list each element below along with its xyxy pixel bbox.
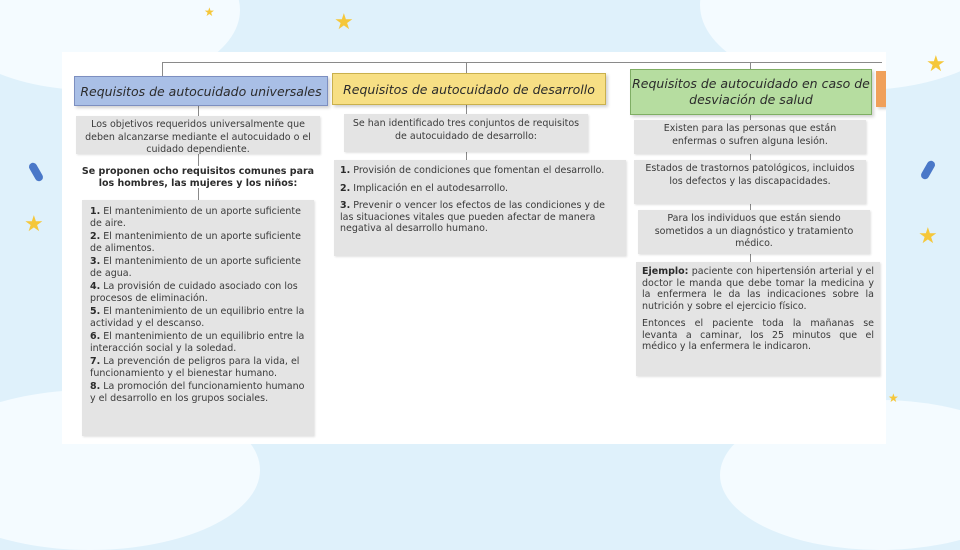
example-followup: Entonces el paciente toda la mañanas se levanta a caminar, los 25 minutos que el médico y la enfermera le indicaron. bbox=[642, 318, 874, 352]
list-item: 2. Implicación en el autodesarrollo. bbox=[340, 182, 508, 194]
development-intro-box: Se han identificado tres conjuntos de requisitos de autocuidado de desarrollo: bbox=[344, 114, 588, 152]
universal-intro-box: Los objetivos requeridos universalmente que deben alcanzarse mediante el autocuidado o el cuidado dependiente. bbox=[76, 116, 320, 154]
list-item: 5. El mantenimiento de un equilibrio entre la actividad y el descanso. bbox=[90, 306, 305, 329]
development-requirements-list bbox=[334, 160, 626, 256]
health-deviation-requirements-header: Requisitos de autocuidado en caso de desviación de salud bbox=[630, 69, 872, 115]
connector-line bbox=[466, 152, 467, 160]
list-item: 1. El mantenimiento de un aporte suficiente de aire. bbox=[90, 206, 301, 229]
list-item: 3. Prevenir o vencer los efectos de las condiciones y de las situaciones vitales que pueden afectar de manera negativa al desarrollo humano. bbox=[340, 200, 605, 234]
health-deviation-box-illness: Existen para las personas que están enfermas o sufren alguna lesión. bbox=[634, 120, 866, 154]
example-text: Ejemplo: paciente con hipertensión arterial y el doctor le manda que debe tomar la medicina y la enfermera le da las indicaciones sobre la nutrición y sobre el ejercicio físico. bbox=[642, 266, 874, 312]
universal-requirements-list bbox=[82, 200, 314, 436]
list-item: 2. El mantenimiento de un aporte suficiente de alimentos. bbox=[90, 231, 301, 254]
list-item: 8. La promoción del funcionamiento humano y el desarrollo en los grupos sociales. bbox=[90, 381, 305, 404]
universal-subheading: Se proponen ocho requisitos comunes para los hombres, las mujeres y los niños: bbox=[81, 166, 315, 189]
star-icon: ★ bbox=[918, 224, 938, 249]
star-icon: ★ bbox=[888, 391, 899, 405]
concept-map-slide bbox=[62, 52, 886, 444]
connector-line bbox=[162, 62, 882, 63]
star-icon: ★ bbox=[24, 212, 44, 237]
development-requirements-header: Requisitos de autocuidado de desarrollo bbox=[332, 73, 606, 105]
next-column-header-partial bbox=[876, 71, 886, 107]
list-item: 1. Provisión de condiciones que fomentan el desarrollo. bbox=[340, 165, 605, 176]
star-icon: ★ bbox=[334, 10, 354, 35]
connector-line bbox=[750, 254, 751, 262]
list-item: 6. El mantenimiento de un equilibrio entre la interacción social y la soledad. bbox=[90, 331, 305, 354]
confetti-icon bbox=[920, 159, 937, 180]
connector-line bbox=[162, 62, 163, 76]
list-item: 7. La prevención de peligros para la vida, el funcionamiento y el bienestar humano. bbox=[90, 356, 300, 379]
confetti-icon bbox=[28, 161, 45, 182]
health-deviation-example-box bbox=[636, 262, 880, 376]
star-icon: ★ bbox=[204, 5, 215, 19]
universal-requirements-header: Requisitos de autocuidado universales bbox=[74, 76, 328, 106]
star-icon: ★ bbox=[926, 52, 946, 77]
list-item: 4. La provisión de cuidado asociado con los procesos de eliminación. bbox=[90, 281, 298, 304]
health-deviation-box-treatment: Para los individuos que están siendo sometidos a un diagnóstico y tratamiento médico. bbox=[638, 210, 870, 254]
list-item: 3. El mantenimiento de un aporte suficiente de agua. bbox=[90, 256, 301, 279]
health-deviation-box-pathology: Estados de trastornos patológicos, incluidos los defectos y las discapacidades. bbox=[634, 160, 866, 204]
